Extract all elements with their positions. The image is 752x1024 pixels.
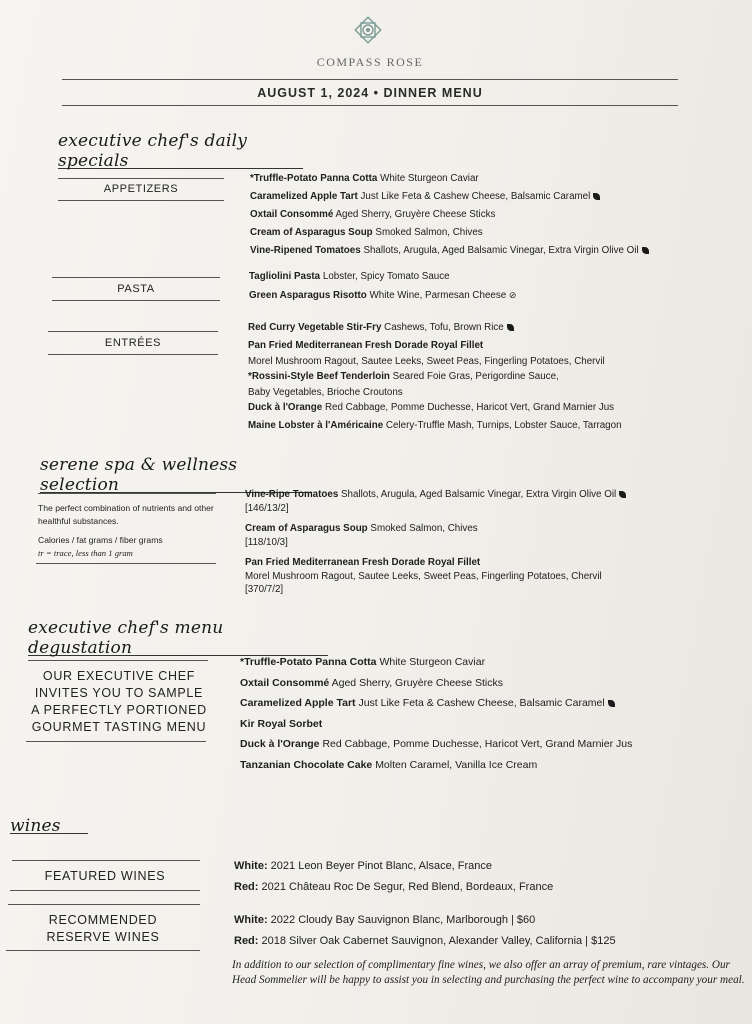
header-rule-top (62, 79, 678, 80)
entrees-list (248, 319, 622, 435)
no-gluten-icon: ⊘ (508, 290, 517, 300)
list-item: Oxtail Consommé Aged Sherry, Gruyère Cheese Sticks (240, 676, 504, 689)
list-item: Duck à l'Orange Red Cabbage, Pomme Duchesse, Haricot Vert, Grand Marnier Jus (240, 738, 633, 750)
pasta-rule-bottom (52, 300, 220, 301)
featured-wines-label: FEATURED WINES (44, 869, 166, 883)
degustation-label: OUR EXECUTIVE CHEF INVITES YOU TO SAMPLE A PERFECTLY PORTIONED GOURMET TASTING MENU (31, 669, 207, 734)
pasta-list (249, 268, 516, 305)
list-item: *Rossini-Style Beef Tenderloin Seared Foie Gras, Perigordine Sauce, Baby Vegetables, Brioche Croutons (248, 371, 559, 398)
list-item: *Truffle-Potato Panna Cotta White Sturgeon Caviar (240, 656, 486, 668)
spa-title: serene spa & wellness selection (40, 455, 312, 493)
leaf-icon (608, 700, 615, 707)
list-item: Vine-Ripe Tomatoes Shallots, Arugula, Aged Balsamic Vinegar, Extra Virgin Olive Oil [146/13/2] (245, 487, 626, 515)
list-item: *Truffle-Potato Panna Cotta White Sturgeon Caviar (250, 173, 479, 184)
spa-note-legend: Calories / fat grams / fiber grams (38, 535, 163, 545)
spa-note-trace: tr = trace, less than 1 gram (38, 548, 133, 558)
list-item: Oxtail Consommé Aged Sherry, Gruyère Cheese Sticks (250, 209, 496, 220)
spa-list (245, 487, 626, 596)
spa-note-text: The perfect combination of nutrients and other healthful substances. (38, 503, 214, 526)
list-item: White: 2022 Cloudy Bay Sauvignon Blanc, Marlborough | $60 (234, 914, 536, 926)
compass-rose-logo-icon (350, 12, 386, 48)
degustation-rule-bottom (26, 741, 206, 742)
list-item: Caramelized Apple Tart Just Like Feta & Cashew Cheese, Balsamic Caramel (240, 693, 632, 714)
leaf-icon (593, 193, 600, 200)
list-item: Duck à l'Orange Red Cabbage, Pomme Duchesse, Haricot Vert, Grand Marnier Jus (248, 402, 615, 413)
degustation-list (240, 652, 632, 775)
list-item: Vine-Ripened Tomatoes Shallots, Arugula, Aged Balsamic Vinegar, Extra Virgin Olive Oil (250, 242, 649, 260)
wines-title: wines (10, 816, 88, 834)
list-item: Red: 2018 Silver Oak Cabernet Sauvignon, Alexander Valley, California | $125 (234, 935, 616, 947)
pasta-rule-top (52, 277, 220, 278)
reserve-wines-list (234, 910, 616, 952)
entrees-rule-bottom (48, 354, 218, 355)
appetizers-label: APPETIZERS (103, 183, 179, 195)
list-item: Caramelized Apple Tart Just Like Feta & Cashew Cheese, Balsamic Caramel (250, 188, 649, 206)
wine-footnote: In addition to our selection of complimentary fine wines, we also offer an array of premium, rare vintages. Our Head Sommelier will be happy to assist you in selecting and purchasing the perfect wine to accompany your meal. (232, 959, 745, 986)
list-item: Cream of Asparagus Soup Smoked Salmon, Chives (250, 227, 483, 238)
reserve-rule-top (8, 904, 200, 905)
list-item: White: 2021 Leon Beyer Pinot Blanc, Alsace, France (234, 860, 493, 872)
menu-dateline: AUGUST 1, 2024 • DINNER MENU (257, 86, 483, 100)
list-item: Pan Fried Mediterranean Fresh Dorade Royal Fillet Morel Mushroom Ragout, Sautee Leeks, Sweet Peas, Fingerling Potatoes, Chervil (248, 340, 605, 367)
reserve-rule-bottom (6, 950, 200, 951)
spa-note (38, 502, 228, 560)
entrees-label: ENTRÉES (104, 337, 162, 349)
specials-title: executive chef's daily specials (58, 131, 303, 169)
featured-rule-bottom (10, 890, 200, 891)
header-rule-bottom (62, 105, 678, 106)
degustation-title: executive chef's menu degustation (28, 618, 328, 656)
list-item: Red: 2021 Château Roc De Segur, Red Blend, Bordeaux, France (234, 881, 554, 893)
featured-rule-top (12, 860, 200, 861)
appetizers-rule-bottom (58, 200, 224, 201)
brand-name: COMPASS ROSE (316, 55, 424, 69)
list-item: Cream of Asparagus Soup Smoked Salmon, Chives [118/10/3] (245, 523, 478, 548)
featured-wines-list (234, 856, 553, 898)
entrees-rule-top (48, 331, 218, 332)
spa-rule-top (38, 493, 216, 494)
list-item: Tanzanian Chocolate Cake Molten Caramel, Vanilla Ice Cream (240, 758, 538, 771)
list-item: Tagliolini Pasta Lobster, Spicy Tomato Sauce (249, 271, 450, 282)
leaf-icon (619, 491, 626, 498)
appetizers-rule-top (58, 178, 224, 179)
list-item: Green Asparagus Risotto White Wine, Parmesan Cheese ⊘ (249, 290, 517, 301)
leaf-icon (642, 247, 649, 254)
leaf-icon (507, 324, 514, 331)
pasta-label: PASTA (117, 283, 155, 295)
appetizers-list (250, 170, 649, 260)
reserve-wines-label: RECOMMENDED RESERVE WINES (46, 913, 160, 944)
list-item: Kir Royal Sorbet (240, 717, 323, 730)
list-item: Maine Lobster à l'Américaine Celery-Truffle Mash, Turnips, Lobster Sauce, Tarragon (248, 420, 622, 431)
spa-rule-bottom (36, 563, 216, 564)
list-item: Red Curry Vegetable Stir-Fry Cashews, Tofu, Brown Rice (248, 319, 622, 337)
degustation-rule-top (28, 660, 208, 661)
list-item: Pan Fried Mediterranean Fresh Dorade Royal Fillet Morel Mushroom Ragout, Sautee Leeks, Sweet Peas, Fingerling Potatoes, Chervil [370/7/2] (245, 557, 602, 595)
